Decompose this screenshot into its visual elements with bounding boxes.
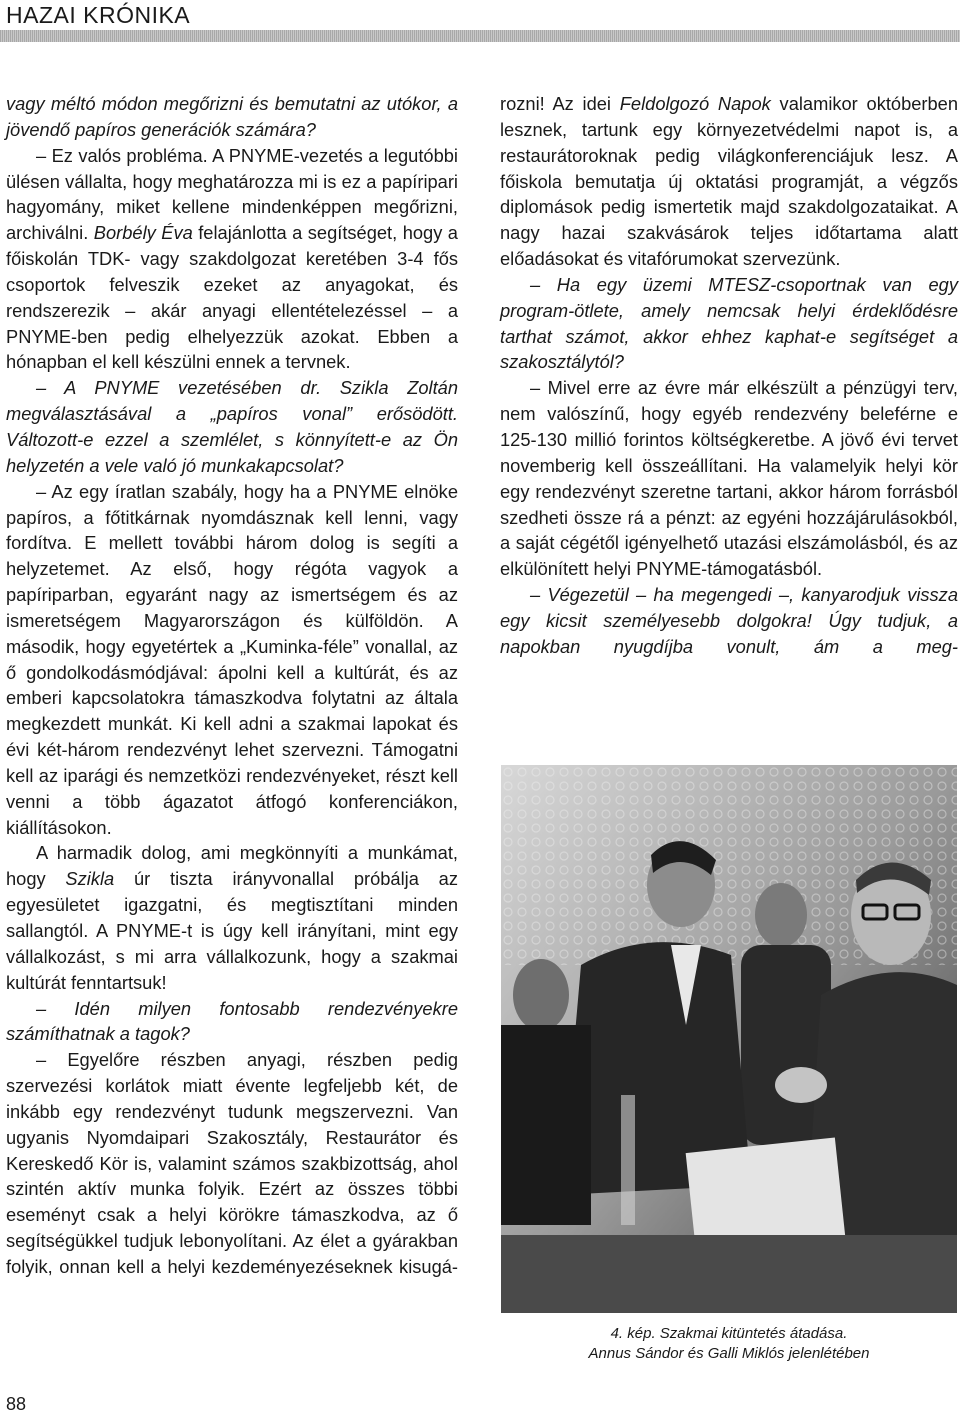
paragraph [6,996,458,1048]
caption-line-2: Annus Sándor és Galli Miklós jelenlétében [588,1345,870,1362]
header-rule [0,30,960,42]
paragraph [6,91,458,143]
page-header [0,0,960,44]
paragraph [6,1047,458,1280]
paragraph [500,375,958,582]
text-column-right [500,91,958,660]
section-title: HAZAI KRÓNIKA [6,2,191,28]
photo-caption [500,1324,958,1364]
italic-text: Szikla [65,868,115,890]
italic-text: – A PNYME vezetésében dr. Szikla Zoltán megválasztásával a „papíros vonal” erősödött. Változott-e ezzel a szemlélet, s könnyített-e az Ön helyzetén a vele való jó munkakapcsolat? [6,377,458,476]
body-text: rozni! Az idei [500,93,620,114]
paragraph [6,375,458,478]
caption-line-1: 4. kép. Szakmai kitüntetés átadása. [610,1325,848,1342]
italic-text: – Ha egy üzemi MTESZ-csoportnak van egy program-ötlete, amely nemcsak helyi érdeklődésre tarthat számot, akkor ehhez kaphat-e segítséget a szakosztálytól? [500,273,958,373]
body-text: valamikor októberben lesznek, tartunk egy környezetvédelmi napot is, a restaurátoroknak pedig világkonferenciájuk lesz. A főiskola bemutatja új oktatási programját, a végzős diplomások pedig ismertetik majd szakdolgozataikat. A nagy hazai szakvásárok teljes időtartama alatt előadásokat és vitafórumokat szervezünk. [500,93,959,270]
paragraph [500,272,958,375]
body-text: úr tiszta irányvonallal próbálja az egyesületet igazgatni, és megtisztítani minden sallangtól. A PNYME-t is úgy kell irányítani, mint egy vállalkozást, s mi arra vállalkozunk, hogy a szakmai kultúrát fenntartsuk! [6,868,458,993]
body-text: – Az egy íratlan szabály, hogy ha a PNYME elnöke papíros, a főtitkárnak nyomdásznak kell lenni, vagy fordítva. E mellett további három dolog is segíti a helyzetemet. Az első, hogy régóta vagyok a papíriparban, egyaránt nagy az ismertségem és az ismeretségem Magyarországon és külföldön. A második, hogy egyetértek a „Kuminka-féle” vonallal, az ő gondolkodásmódjával: ápolni kell a kultúrát, és az emberi kapcsolatokra támaszkodva folytatni az általa megkezdett munkát. Ki kell adni a szakmai lapokat és évi két-három rendezvényt lehet szervezni. Támogatni kell az iparági és nemzetközi rendezvényeket, részt kell venni a több ágazatot átfogó konferenciákon, kiállításokon. [6,480,458,838]
body-text: – Egyelőre részben anyagi, részben pedig szervezési korlátok miatt évente legfeljebb két, de inkább egy rendezvényt tudunk megszervezni. Van ugyanis Nyomdaipari Szakosztály, Restaurátor és Kereskedő Kör is, valamint számos szakbizottság, ahol szintén aktív munka folyik. Ezért az összes többi eseményt csak a helyi körökre támaszkodva, az ő segítségükkel tudjuk lebonyolítani. Az élet a gyárakban folyik, onnan kell a helyi kezdeményezéseknek kisugá- [6,1049,458,1277]
paragraph [6,143,458,376]
italic-text: – Végezetül – ha megengedi –, kanyarodjuk vissza egy kicsit személyesebb dolgokra! Úgy tudjuk, a napokban nyugdíjba vonult, ám a meg- [500,584,958,657]
body-text: felajánlotta a segítséget, hogy a főiskolán TDK- vagy szakdolgozat keretében 3-4 fős csoportok felveszik ezeket az anyagokat, és rendszerezik – akár anyagi ellentételezéssel – a PNYME-ben pedig elhelyezzük azokat. Ebben a hónapban el kell készülni ennek a tervnek. [6,222,458,373]
paragraph [500,582,958,660]
body-text: A harmadik dolog, ami megkönnyíti a munkámat, hogy [6,842,458,890]
body-text: – Ez valós probléma. A PNYME-vezetés a legutóbbi ülésen vállalta, hogy meghatározza mi is ez a papíripari hagyomány, miket kellene mindenképpen megőrizni, archiválni. [6,144,458,244]
photo-image [501,765,957,1313]
paragraph [6,840,458,995]
italic-text: Borbély Éva [93,222,193,244]
paragraph [500,91,958,272]
italic-text: Feldolgozó Napok [619,93,771,114]
paragraph [6,479,458,841]
body-text: – Mivel erre az évre már elkészült a pénzügyi terv, nem valószínű, hogy egyéb rendezvény beleférne e 125-130 millió forintos költségkeretbe. A jövő évi tervet novemberig kell összeállítani. Ha valamelyik helyi kör egy rendezvényt szeretne tartani, akkor három forrásból szedheti össze rá a pénzt: az egyéni hozzájárulásokból, a saját cégétől igényelhető utazási elszámolásból, és az elkülönített helyi PNYME-támogatásból. [500,377,958,580]
text-column-left [6,91,458,1280]
italic-text: vagy méltó módon megőrizni és bemutatni az utókor, a jövendő papíros generációk számára? [6,93,458,140]
page-number: 88 [6,1394,27,1414]
photo-award-ceremony [501,765,957,1313]
italic-text: – Idén milyen fontosabb rendezvényekre számíthatnak a tagok? [6,997,458,1045]
